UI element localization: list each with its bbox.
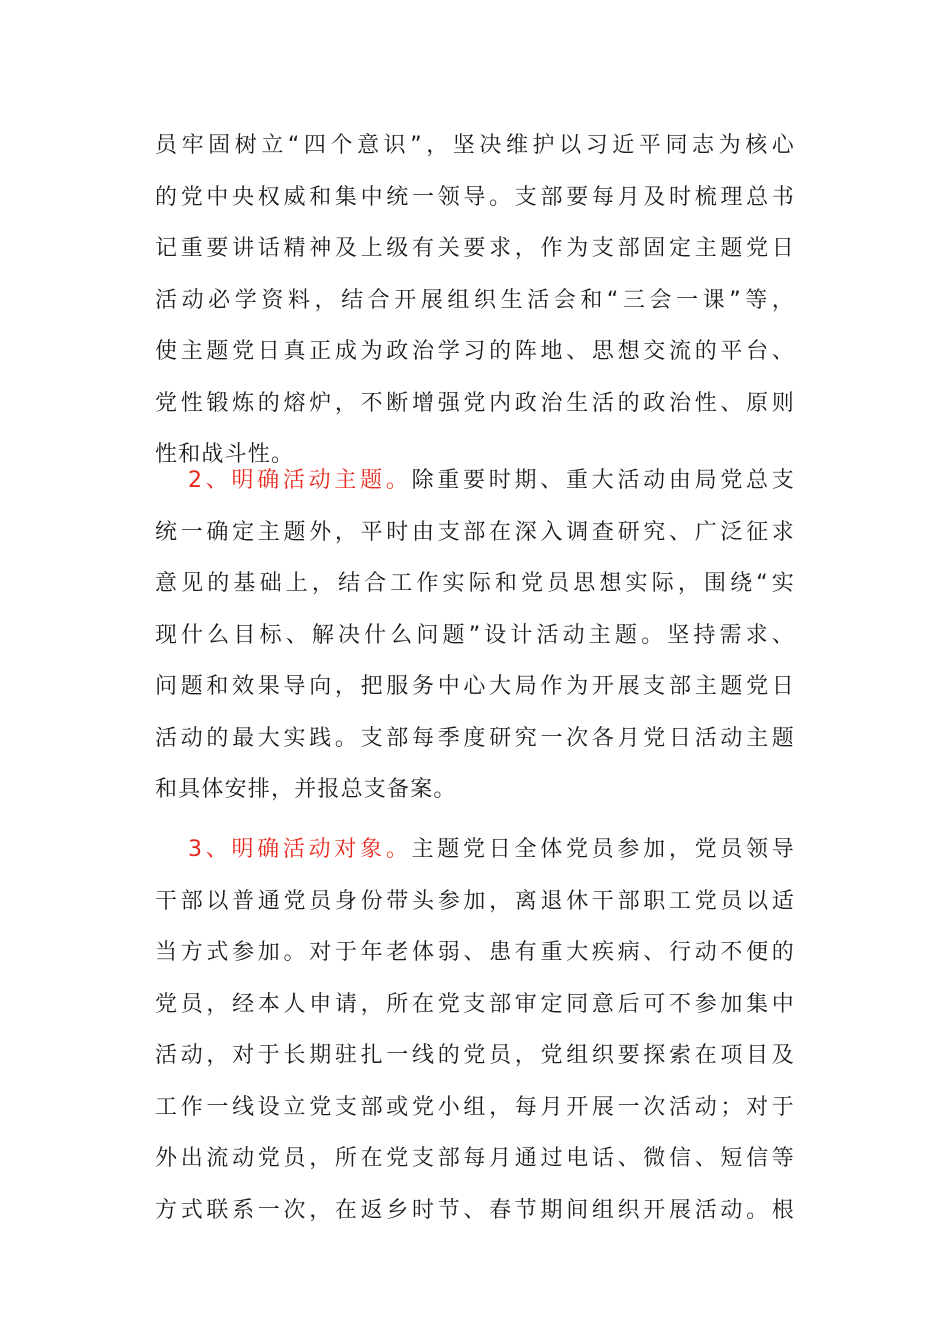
- paragraph-activity-theme: [155, 455, 795, 816]
- text-line: 党员，经本人申请，所在党支部审定同意后可不参加集中: [155, 991, 795, 1017]
- text-line: 活动的最大实践。支部每季度研究一次各月党日活动主题: [155, 725, 795, 751]
- text-run: 除重要时期、重大活动由局党总支: [411, 468, 795, 493]
- text-line: 意见的基础上，结合工作实际和党员思想实际，围绕“实: [155, 571, 795, 596]
- text-line: 性和战斗性。: [155, 442, 295, 467]
- text-line: 外出流动党员，所在党支部每月通过电话、微信、短信等: [155, 1146, 795, 1171]
- text-line: 问题和效果导向，把服务中心大局作为开展支部主题党日: [155, 674, 795, 699]
- text-line: 干部以普通党员身份带头参加，离退休干部职工党员以适: [155, 888, 795, 914]
- text-line: 工作一线设立党支部或党小组，每月开展一次活动；对于: [155, 1094, 795, 1120]
- text-line: 统一确定主题外，平时由支部在深入调查研究、广泛征求: [155, 519, 795, 545]
- text-line: 使主题党日真正成为政治学习的阵地、思想交流的平台、: [155, 339, 795, 364]
- text-line-first: [155, 824, 795, 876]
- text-line: 活动，对于长期驻扎一线的党员，党组织要探索在项目及: [155, 1043, 795, 1068]
- text-line: 党性锻炼的熔炉，不断增强党内政治生活的政治性、原则: [155, 390, 795, 416]
- section-heading-2: 2、明确活动主题。: [188, 468, 412, 493]
- text-line: 当方式参加。对于年老体弱、患有重大疾病、行动不便的: [155, 940, 795, 965]
- text-line: 员牢固树立“四个意识”，坚决维护以习近平同志为核心: [155, 133, 795, 158]
- text-line: 的党中央权威和集中统一领导。支部要每月及时梳理总书: [155, 184, 795, 210]
- paragraph-activity-participants: [155, 824, 795, 1236]
- text-line: 活动必学资料，结合开展组织生活会和“三会一课”等，: [155, 287, 795, 313]
- text-run: 主题党日全体党员参加，党员领导: [411, 837, 795, 862]
- text-line: 现什么目标、解决什么问题”设计活动主题。坚持需求、: [155, 622, 795, 648]
- paragraph-continued: [155, 120, 795, 481]
- text-line-first: [155, 455, 795, 507]
- text-line: 方式联系一次，在返乡时节、春节期间组织开展活动。根: [155, 1197, 795, 1223]
- section-heading-3: 3、明确活动对象。: [188, 837, 412, 862]
- text-line: 和具体安排，并报总支备案。: [155, 777, 457, 802]
- text-line: 记重要讲话精神及上级有关要求，作为支部固定主题党日: [155, 236, 795, 261]
